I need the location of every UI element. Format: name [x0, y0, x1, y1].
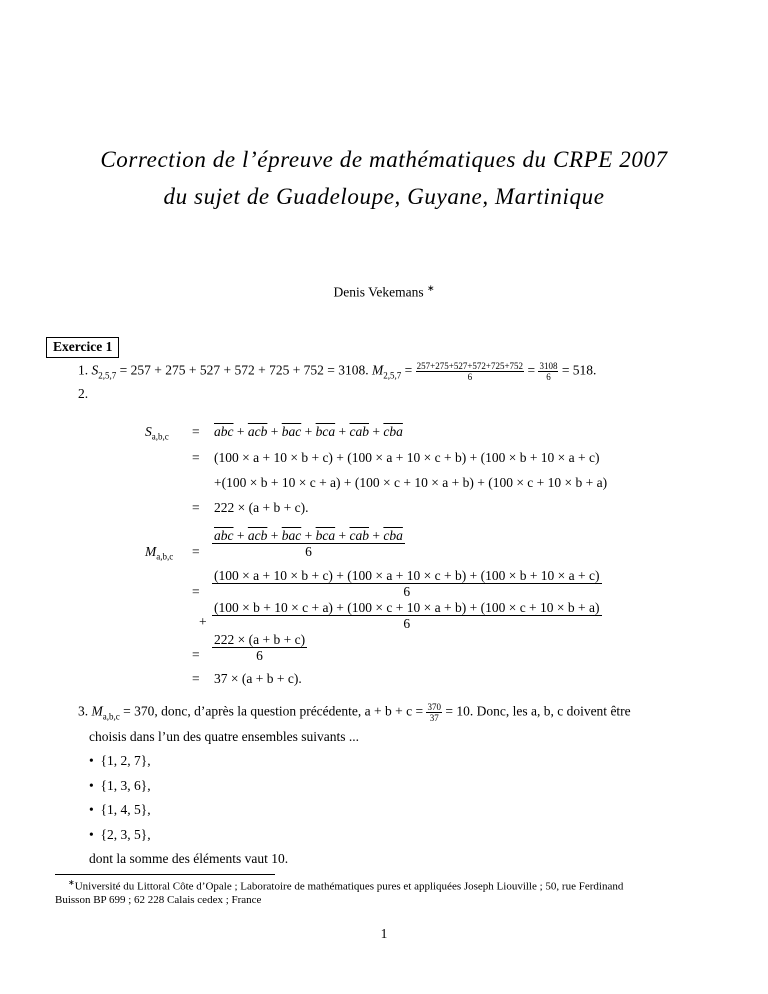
m-frac1-num: $\overline{abc} + \overline{acb} + \overline{bac} + \overline{bca} + \overline{cab} + \overline{cba}$ — [214, 528, 403, 543]
m-term-bca: $\overline{bca}$ — [315, 528, 336, 543]
author-footnote-mark: ∗ — [426, 283, 435, 293]
q2-number: 2. — [78, 386, 89, 401]
q1-eq: = — [401, 362, 416, 378]
q1-frac-den: 6 — [467, 372, 473, 382]
set-1: {1, 2, 7}, — [100, 753, 151, 768]
q1-eq-2: = — [524, 362, 539, 378]
m-frac2-den: 6 — [403, 584, 411, 599]
question-1 — [78, 361, 596, 382]
m-frac-2 — [212, 568, 602, 599]
footnote-mark: ∗ — [68, 878, 75, 887]
m-eq-3: = — [192, 647, 200, 662]
m-eq-4: = — [192, 671, 200, 686]
bullet-icon: • — [89, 802, 94, 817]
s-lhs — [145, 424, 169, 442]
q3-frac-den: 37 — [429, 713, 439, 723]
q1-number: 1. — [78, 362, 89, 378]
q3-line-2: choisis dans l’un des quatre ensembles suivants ... — [89, 729, 359, 744]
q1-m-sub: 2,5,7 — [383, 370, 402, 381]
set-4: {2, 3, 5}, — [100, 827, 151, 842]
q1-frac-2 — [538, 361, 558, 382]
q1-frac-num: 257+275+527+572+725+752 — [416, 361, 524, 371]
term-abc: $\overline{abc}$ — [214, 424, 234, 439]
s-eq-2: = — [192, 450, 200, 465]
q1-result: = 518. — [558, 362, 597, 378]
set-item-3 — [89, 802, 151, 818]
m-plus: + — [199, 614, 207, 629]
m-frac-3 — [212, 600, 602, 631]
bullet-icon: • — [89, 778, 94, 793]
q3-frac — [426, 702, 442, 723]
title-line-2: du sujet de Guadeloupe, Guyane, Martinique — [163, 184, 605, 209]
m-frac-1 — [212, 528, 405, 559]
m-sub: a,b,c — [156, 551, 174, 562]
s-symbol: S — [145, 424, 152, 439]
m-term-cab: $\overline{cab}$ — [349, 528, 369, 543]
q3-frac-num: 370 — [427, 702, 441, 712]
set-2: {1, 3, 6}, — [100, 778, 151, 793]
term-acb: $\overline{acb}$ — [247, 424, 268, 439]
question-3-line-1 — [78, 702, 631, 723]
m-frac1-den: 6 — [305, 544, 312, 559]
q1-s-sub: 2,5,7 — [98, 370, 117, 381]
q1-s-symbol: S — [91, 362, 99, 378]
s-line-1: $\overline{abc} + \overline{acb} + \overline{bac} + \overline{bca} + \overline{cab} + \overline{cba}$ — [214, 424, 403, 439]
m-eq-1: = — [192, 544, 200, 559]
footnote-rule — [55, 874, 275, 875]
q1-frac2-den: 6 — [546, 372, 551, 382]
q1-m-symbol: M — [372, 362, 384, 378]
m-term-bac: $\overline{bac}$ — [281, 528, 302, 543]
s-eq-3: = — [192, 500, 200, 515]
m-term-acb: $\overline{acb}$ — [247, 528, 268, 543]
term-cab: $\overline{cab}$ — [349, 424, 369, 439]
s-line-4: 222 × (a + b + c). — [214, 500, 309, 515]
term-cba: $\overline{cba}$ — [383, 424, 403, 439]
s-line-2: (100 × a + 10 × b + c) + (100 × a + 10 × c + b) + (100 × b + 10 × a + c) — [214, 450, 600, 465]
term-bca: $\overline{bca}$ — [315, 424, 336, 439]
q3-text-c: = 10. Donc, les a, b, c doivent être — [441, 703, 631, 719]
q1-frac — [416, 361, 524, 382]
author-name: Denis Vekemans — [333, 284, 424, 300]
set-item-2 — [89, 778, 151, 794]
bullet-icon: • — [89, 753, 94, 768]
q1-sum: = 257 + 275 + 527 + 572 + 725 + 752 = 3108. — [116, 362, 373, 378]
author — [0, 283, 768, 301]
q3-m-symbol: M — [91, 703, 103, 719]
m-eq-2: = — [192, 584, 200, 599]
footnote-line-1 — [68, 878, 623, 893]
m-symbol: M — [145, 544, 157, 559]
set-item-4 — [89, 827, 151, 843]
m-frac3-num: (100 × b + 10 × c + a) + (100 × c + 10 × a + b) + (100 × c + 10 × b + a) — [214, 600, 600, 615]
footnote-line-2: Buisson BP 699 ; 62 228 Calais cedex ; France — [55, 894, 262, 906]
q3-number: 3. — [78, 703, 89, 719]
m-frac4-den: 6 — [256, 648, 263, 663]
m-frac-4 — [212, 632, 307, 663]
q1-frac2-num: 3108 — [539, 361, 558, 371]
q3-m-sub: a,b,c — [102, 711, 120, 722]
s-line-3: +(100 × b + 10 × c + a) + (100 × c + 10 × a + b) + (100 × c + 10 × b + a) — [214, 475, 608, 490]
term-bac: $\overline{bac}$ — [281, 424, 302, 439]
bullet-icon: • — [89, 827, 94, 842]
m-last: 37 × (a + b + c). — [214, 671, 302, 686]
q3-text-b: = 370, donc, d’après la question précédente, a + b + c = — [119, 703, 427, 719]
exercise-label: Exercice 1 — [46, 337, 119, 358]
m-lhs — [145, 544, 173, 562]
page-number: 1 — [380, 926, 388, 941]
set-item-1 — [89, 753, 151, 769]
s-sub: a,b,c — [151, 431, 169, 442]
m-frac3-den: 6 — [403, 616, 411, 631]
m-frac4-num: 222 × (a + b + c) — [214, 632, 306, 647]
q3-conclusion: dont la somme des éléments vaut 10. — [89, 851, 289, 866]
set-3: {1, 4, 5}, — [100, 802, 151, 817]
s-eq-1: = — [192, 424, 200, 439]
m-frac2-num: (100 × a + 10 × b + c) + (100 × a + 10 × c + b) + (100 × b + 10 × a + c) — [214, 568, 600, 583]
m-term-cba: $\overline{cba}$ — [383, 528, 403, 543]
m-term-abc: $\overline{abc}$ — [214, 528, 234, 543]
title-line-1: Correction de l’épreuve de mathématiques du CRPE 2007 — [100, 147, 668, 172]
footnote-text-1: Université du Littoral Côte d’Opale ; Laboratoire de mathématiques pures et appliquées Joseph Liouville ; 50, rue Ferdinand — [74, 880, 624, 893]
